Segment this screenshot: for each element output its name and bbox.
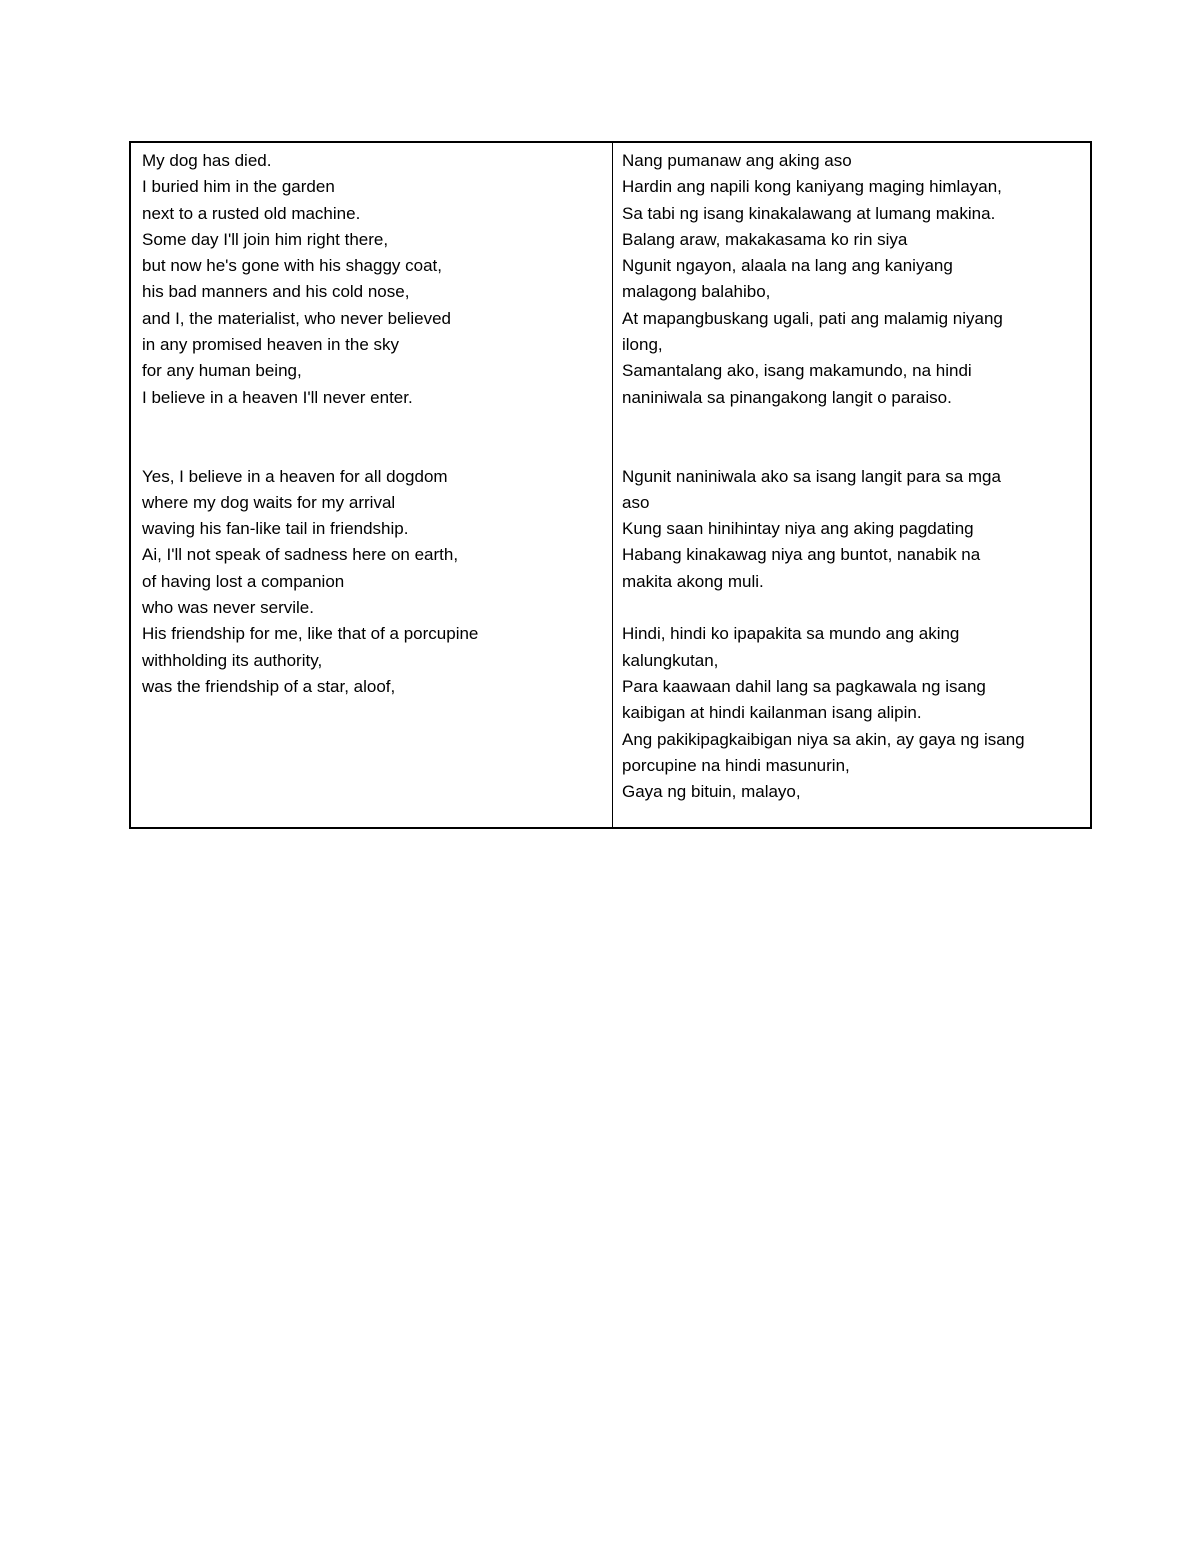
filipino-line: Kung saan hinihintay niya ang aking pagdating: [622, 519, 974, 539]
filipino-line: Nang pumanaw ang aking aso: [622, 151, 852, 170]
filipino-column: [613, 143, 1090, 827]
english-line: where my dog waits for my arrival: [142, 492, 396, 512]
filipino-line: aso: [622, 492, 650, 512]
english-line: was the friendship of a star, aloof,: [142, 676, 396, 696]
filipino-line: Balang araw, makakasama ko rin siya: [622, 229, 908, 249]
filipino-line: Para kaawaan dahil lang sa pagkawala ng isang: [622, 676, 986, 696]
english-line: My dog has died.: [142, 151, 272, 170]
filipino-line: Hindi, hindi ko ipapakita sa mundo ang aking: [622, 624, 960, 644]
poem-translation-table: [129, 141, 1092, 829]
filipino-line: porcupine na hindi masunurin,: [622, 755, 850, 775]
english-line: but now he's gone with his shaggy coat,: [142, 256, 442, 276]
filipino-line: kalungkutan,: [622, 650, 719, 670]
english-line: Some day I'll join him right there,: [142, 229, 389, 249]
filipino-line: Sa tabi ng isang kinakalawang at lumang makina.: [622, 203, 996, 223]
english-line: Yes, I believe in a heaven for all dogdom: [142, 466, 448, 486]
filipino-line: Samantalang ako, isang makamundo, na hindi: [622, 361, 972, 381]
english-line: waving his fan-like tail in friendship.: [142, 519, 409, 539]
stanza-gap: [622, 595, 1080, 621]
filipino-line: makita akong muli.: [622, 571, 764, 591]
english-line: His friendship for me, like that of a porcupine: [142, 624, 479, 644]
filipino-line: Habang kinakawag niya ang buntot, nanabik na: [622, 545, 981, 565]
english-line: for any human being,: [142, 361, 302, 381]
english-line: next to a rusted old machine.: [142, 203, 361, 223]
filipino-line: naniniwala sa pinangakong langit o paraiso.: [622, 387, 952, 407]
filipino-line: Ngunit ngayon, alaala na lang ang kaniyang: [622, 256, 953, 276]
english-line: in any promised heaven in the sky: [142, 335, 400, 355]
english-line: I buried him in the garden: [142, 177, 335, 197]
english-line: and I, the materialist, who never believed: [142, 308, 452, 328]
stanza-gap: [142, 411, 602, 464]
english-line: his bad manners and his cold nose,: [142, 282, 410, 302]
filipino-line: malagong balahibo,: [622, 282, 771, 302]
english-line: of having lost a companion: [142, 571, 345, 591]
filipino-line: Ang pakikipagkaibigan niya sa akin, ay gaya ng isang: [622, 729, 1025, 749]
filipino-line: Ngunit naniniwala ako sa isang langit para sa mga: [622, 466, 1001, 486]
english-line: I believe in a heaven I'll never enter.: [142, 387, 413, 407]
english-column: [131, 143, 613, 827]
english-line: Ai, I'll not speak of sadness here on earth,: [142, 545, 459, 565]
filipino-line: At mapangbuskang ugali, pati ang malamig niyang: [622, 308, 1003, 328]
filipino-line: ilong,: [622, 335, 663, 355]
filipino-line: Gaya ng bituin, malayo,: [622, 782, 801, 802]
english-line: who was never servile.: [142, 598, 314, 618]
stanza-gap: [622, 411, 1080, 464]
filipino-line: Hardin ang napili kong kaniyang maging himlayan,: [622, 177, 1002, 197]
filipino-line: kaibigan at hindi kailanman isang alipin.: [622, 703, 922, 723]
english-line: withholding its authority,: [142, 650, 323, 670]
